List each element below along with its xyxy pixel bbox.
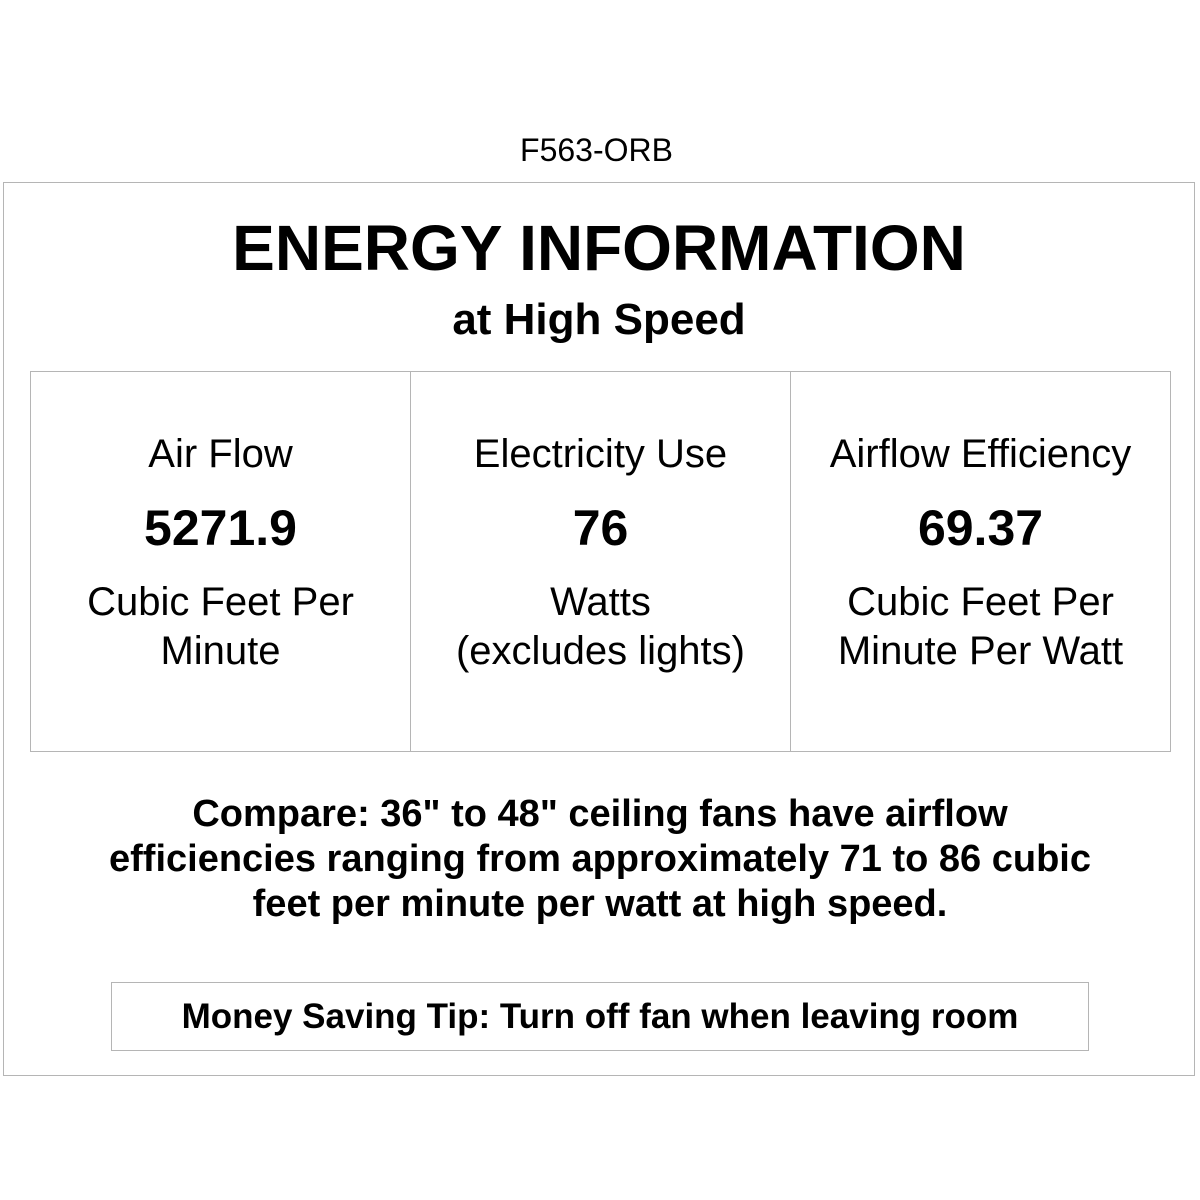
metric-unit-line2: (excludes lights) (455, 629, 745, 673)
label-subtitle: at High Speed (452, 295, 746, 344)
metric-value: 69.37 (917, 500, 1044, 556)
metric-unit-line1: Cubic Feet Per (847, 580, 1114, 624)
metric-unit-line1: Cubic Feet Per (87, 580, 354, 624)
metric-unit-line2: Minute (160, 629, 281, 673)
money-saving-tip: Money Saving Tip: Turn off fan when leaving room (181, 996, 1019, 1036)
comparison-line: feet per minute per watt at high speed. (252, 883, 948, 925)
metric-value: 76 (572, 500, 629, 556)
comparison-line: Compare: 36" to 48" ceiling fans have airflow (192, 793, 1008, 835)
metric-name: Air Flow (148, 432, 293, 476)
label-title: ENERGY INFORMATION (232, 212, 966, 284)
metric-electricity-use (411, 372, 791, 751)
metric-unit (31, 578, 410, 676)
metric-unit (411, 578, 790, 676)
metric-name: Airflow Efficiency (829, 432, 1132, 476)
metric-air-flow (31, 372, 411, 751)
metric-value: 5271.9 (144, 500, 297, 556)
comparison-statement (80, 792, 1120, 927)
metric-unit-line1: Watts (550, 580, 651, 624)
comparison-line: efficiencies ranging from approximately 71 to 86 cubic (109, 838, 1091, 880)
model-number: F563-ORB (520, 132, 673, 168)
metric-unit (791, 578, 1170, 676)
metric-unit-line2: Minute Per Watt (837, 629, 1124, 673)
metrics-table (30, 371, 1171, 752)
money-saving-tip-box (111, 982, 1089, 1051)
metric-airflow-efficiency (791, 372, 1170, 751)
metric-name: Electricity Use (473, 432, 728, 476)
